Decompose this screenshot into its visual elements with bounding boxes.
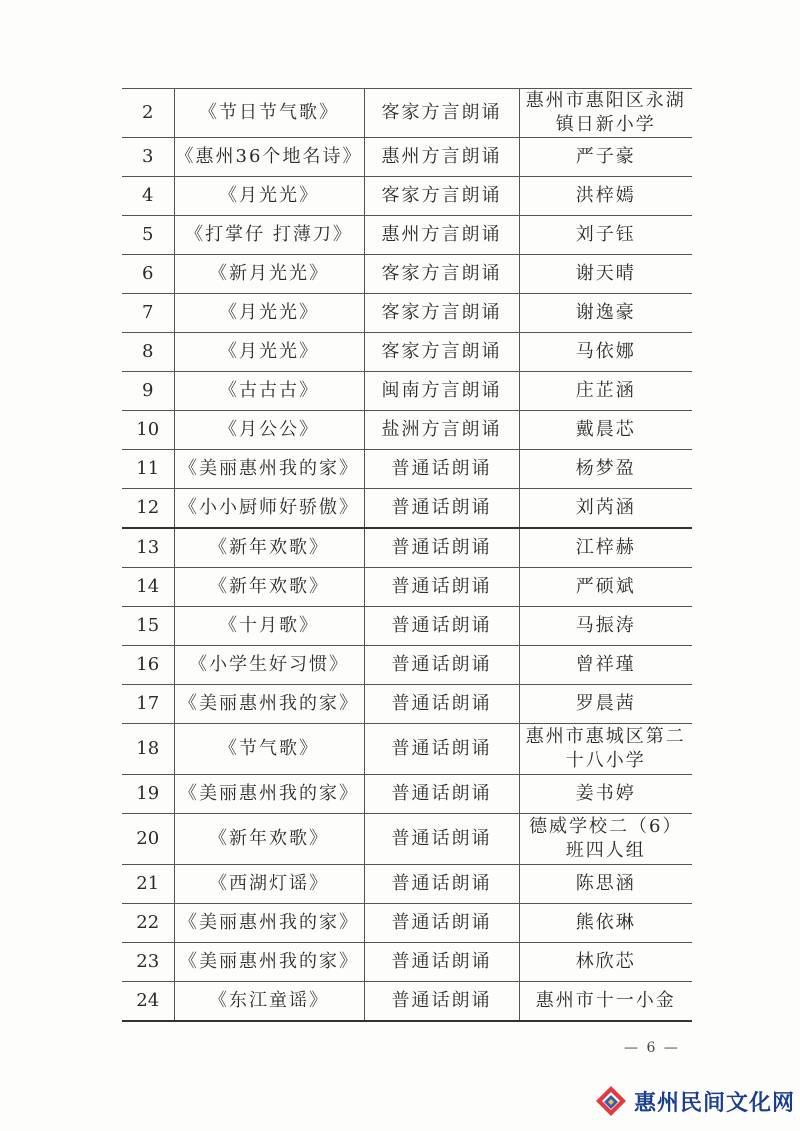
performer: 马振涛 bbox=[519, 607, 692, 646]
performer: 陈思涵 bbox=[519, 865, 692, 904]
performer: 曾祥瑾 bbox=[519, 646, 692, 685]
row-number: 10 bbox=[122, 411, 174, 450]
recitation-type: 普通话朗诵 bbox=[364, 646, 519, 685]
performer: 林欣芯 bbox=[519, 943, 692, 982]
recitation-type: 普通话朗诵 bbox=[364, 775, 519, 814]
work-title: 《美丽惠州我的家》 bbox=[174, 904, 364, 943]
row-number: 16 bbox=[122, 646, 174, 685]
recitation-type: 惠州方言朗诵 bbox=[364, 216, 519, 255]
performer: 谢逸豪 bbox=[519, 294, 692, 333]
table-row bbox=[122, 294, 692, 333]
row-number: 15 bbox=[122, 607, 174, 646]
recitation-type: 普通话朗诵 bbox=[364, 528, 519, 568]
table-row bbox=[122, 646, 692, 685]
row-number: 18 bbox=[122, 724, 174, 775]
performer: 罗晨茜 bbox=[519, 685, 692, 724]
work-title: 《月光光》 bbox=[174, 294, 364, 333]
performer: 熊依琳 bbox=[519, 904, 692, 943]
work-title: 《小小厨师好骄傲》 bbox=[174, 489, 364, 529]
recitation-type: 客家方言朗诵 bbox=[364, 89, 519, 138]
row-number: 20 bbox=[122, 814, 174, 865]
row-number: 5 bbox=[122, 216, 174, 255]
work-title: 《西湖灯谣》 bbox=[174, 865, 364, 904]
table-row bbox=[122, 982, 692, 1022]
row-number: 21 bbox=[122, 865, 174, 904]
row-number: 23 bbox=[122, 943, 174, 982]
performer: 洪梓嫣 bbox=[519, 177, 692, 216]
performer: 戴晨芯 bbox=[519, 411, 692, 450]
page-number: — 6 — bbox=[624, 1040, 680, 1056]
row-number: 9 bbox=[122, 372, 174, 411]
row-number: 8 bbox=[122, 333, 174, 372]
row-number: 4 bbox=[122, 177, 174, 216]
row-number: 24 bbox=[122, 982, 174, 1022]
recitation-type: 客家方言朗诵 bbox=[364, 333, 519, 372]
recitation-type: 客家方言朗诵 bbox=[364, 177, 519, 216]
work-title: 《打掌仔 打薄刀》 bbox=[174, 216, 364, 255]
recitation-type: 盐洲方言朗诵 bbox=[364, 411, 519, 450]
performer: 谢天晴 bbox=[519, 255, 692, 294]
performer: 严子豪 bbox=[519, 138, 692, 177]
table-row bbox=[122, 411, 692, 450]
table-row bbox=[122, 216, 692, 255]
work-title: 《小学生好习惯》 bbox=[174, 646, 364, 685]
performer: 德威学校二（6）班四人组 bbox=[519, 814, 692, 865]
performer: 惠州市惠阳区永湖镇日新小学 bbox=[519, 89, 692, 138]
row-number: 6 bbox=[122, 255, 174, 294]
recitation-type: 惠州方言朗诵 bbox=[364, 138, 519, 177]
table-row bbox=[122, 528, 692, 568]
table-row bbox=[122, 333, 692, 372]
work-title: 《十月歌》 bbox=[174, 607, 364, 646]
work-title: 《惠州36个地名诗》 bbox=[174, 138, 364, 177]
table-row bbox=[122, 568, 692, 607]
recitation-type: 普通话朗诵 bbox=[364, 489, 519, 529]
table-row bbox=[122, 450, 692, 489]
row-number: 14 bbox=[122, 568, 174, 607]
performer: 庄芷涵 bbox=[519, 372, 692, 411]
performer: 杨梦盈 bbox=[519, 450, 692, 489]
recitation-type: 闽南方言朗诵 bbox=[364, 372, 519, 411]
work-title: 《节日节气歌》 bbox=[174, 89, 364, 138]
table-row bbox=[122, 138, 692, 177]
recitation-type: 普通话朗诵 bbox=[364, 685, 519, 724]
work-title: 《新月光光》 bbox=[174, 255, 364, 294]
work-title: 《东江童谣》 bbox=[174, 982, 364, 1022]
recitation-type: 普通话朗诵 bbox=[364, 724, 519, 775]
performer: 严硕斌 bbox=[519, 568, 692, 607]
performer: 姜书婷 bbox=[519, 775, 692, 814]
work-title: 《新年欢歌》 bbox=[174, 814, 364, 865]
table-row bbox=[122, 943, 692, 982]
work-title: 《新年欢歌》 bbox=[174, 568, 364, 607]
recitation-type: 普通话朗诵 bbox=[364, 568, 519, 607]
work-title: 《美丽惠州我的家》 bbox=[174, 775, 364, 814]
row-number: 11 bbox=[122, 450, 174, 489]
work-title: 《月光光》 bbox=[174, 177, 364, 216]
recitation-type: 普通话朗诵 bbox=[364, 982, 519, 1022]
row-number: 12 bbox=[122, 489, 174, 529]
work-title: 《美丽惠州我的家》 bbox=[174, 450, 364, 489]
row-number: 22 bbox=[122, 904, 174, 943]
work-title: 《古古古》 bbox=[174, 372, 364, 411]
table-row bbox=[122, 255, 692, 294]
performer: 刘芮涵 bbox=[519, 489, 692, 529]
row-number: 7 bbox=[122, 294, 174, 333]
diamond-logo-icon bbox=[594, 1084, 628, 1118]
recitation-type: 普通话朗诵 bbox=[364, 814, 519, 865]
work-title: 《新年欢歌》 bbox=[174, 528, 364, 568]
performer: 马依娜 bbox=[519, 333, 692, 372]
table-row bbox=[122, 89, 692, 138]
table-row bbox=[122, 607, 692, 646]
work-title: 《美丽惠州我的家》 bbox=[174, 943, 364, 982]
work-title: 《月光光》 bbox=[174, 333, 364, 372]
table-row bbox=[122, 177, 692, 216]
recitation-type: 客家方言朗诵 bbox=[364, 294, 519, 333]
table-row bbox=[122, 685, 692, 724]
row-number: 3 bbox=[122, 138, 174, 177]
performer: 惠州市十一小金 bbox=[519, 982, 692, 1022]
recitation-type: 客家方言朗诵 bbox=[364, 255, 519, 294]
table-row bbox=[122, 814, 692, 865]
recitation-type: 普通话朗诵 bbox=[364, 450, 519, 489]
row-number: 17 bbox=[122, 685, 174, 724]
row-number: 2 bbox=[122, 89, 174, 138]
performer: 刘子钰 bbox=[519, 216, 692, 255]
table-row bbox=[122, 775, 692, 814]
recitation-type: 普通话朗诵 bbox=[364, 607, 519, 646]
table-row bbox=[122, 904, 692, 943]
work-title: 《月公公》 bbox=[174, 411, 364, 450]
row-number: 13 bbox=[122, 528, 174, 568]
performer: 江梓赫 bbox=[519, 528, 692, 568]
table-body bbox=[122, 89, 692, 1022]
recitation-type: 普通话朗诵 bbox=[364, 865, 519, 904]
site-watermark bbox=[594, 1084, 795, 1118]
table-row bbox=[122, 724, 692, 775]
table-row bbox=[122, 865, 692, 904]
program-table bbox=[122, 88, 692, 1022]
work-title: 《节气歌》 bbox=[174, 724, 364, 775]
work-title: 《美丽惠州我的家》 bbox=[174, 685, 364, 724]
row-number: 19 bbox=[122, 775, 174, 814]
table-row bbox=[122, 489, 692, 529]
performer: 惠州市惠城区第二十八小学 bbox=[519, 724, 692, 775]
table-row bbox=[122, 372, 692, 411]
watermark-text: 惠州民间文化网 bbox=[634, 1090, 796, 1116]
recitation-type: 普通话朗诵 bbox=[364, 904, 519, 943]
recitation-type: 普通话朗诵 bbox=[364, 943, 519, 982]
